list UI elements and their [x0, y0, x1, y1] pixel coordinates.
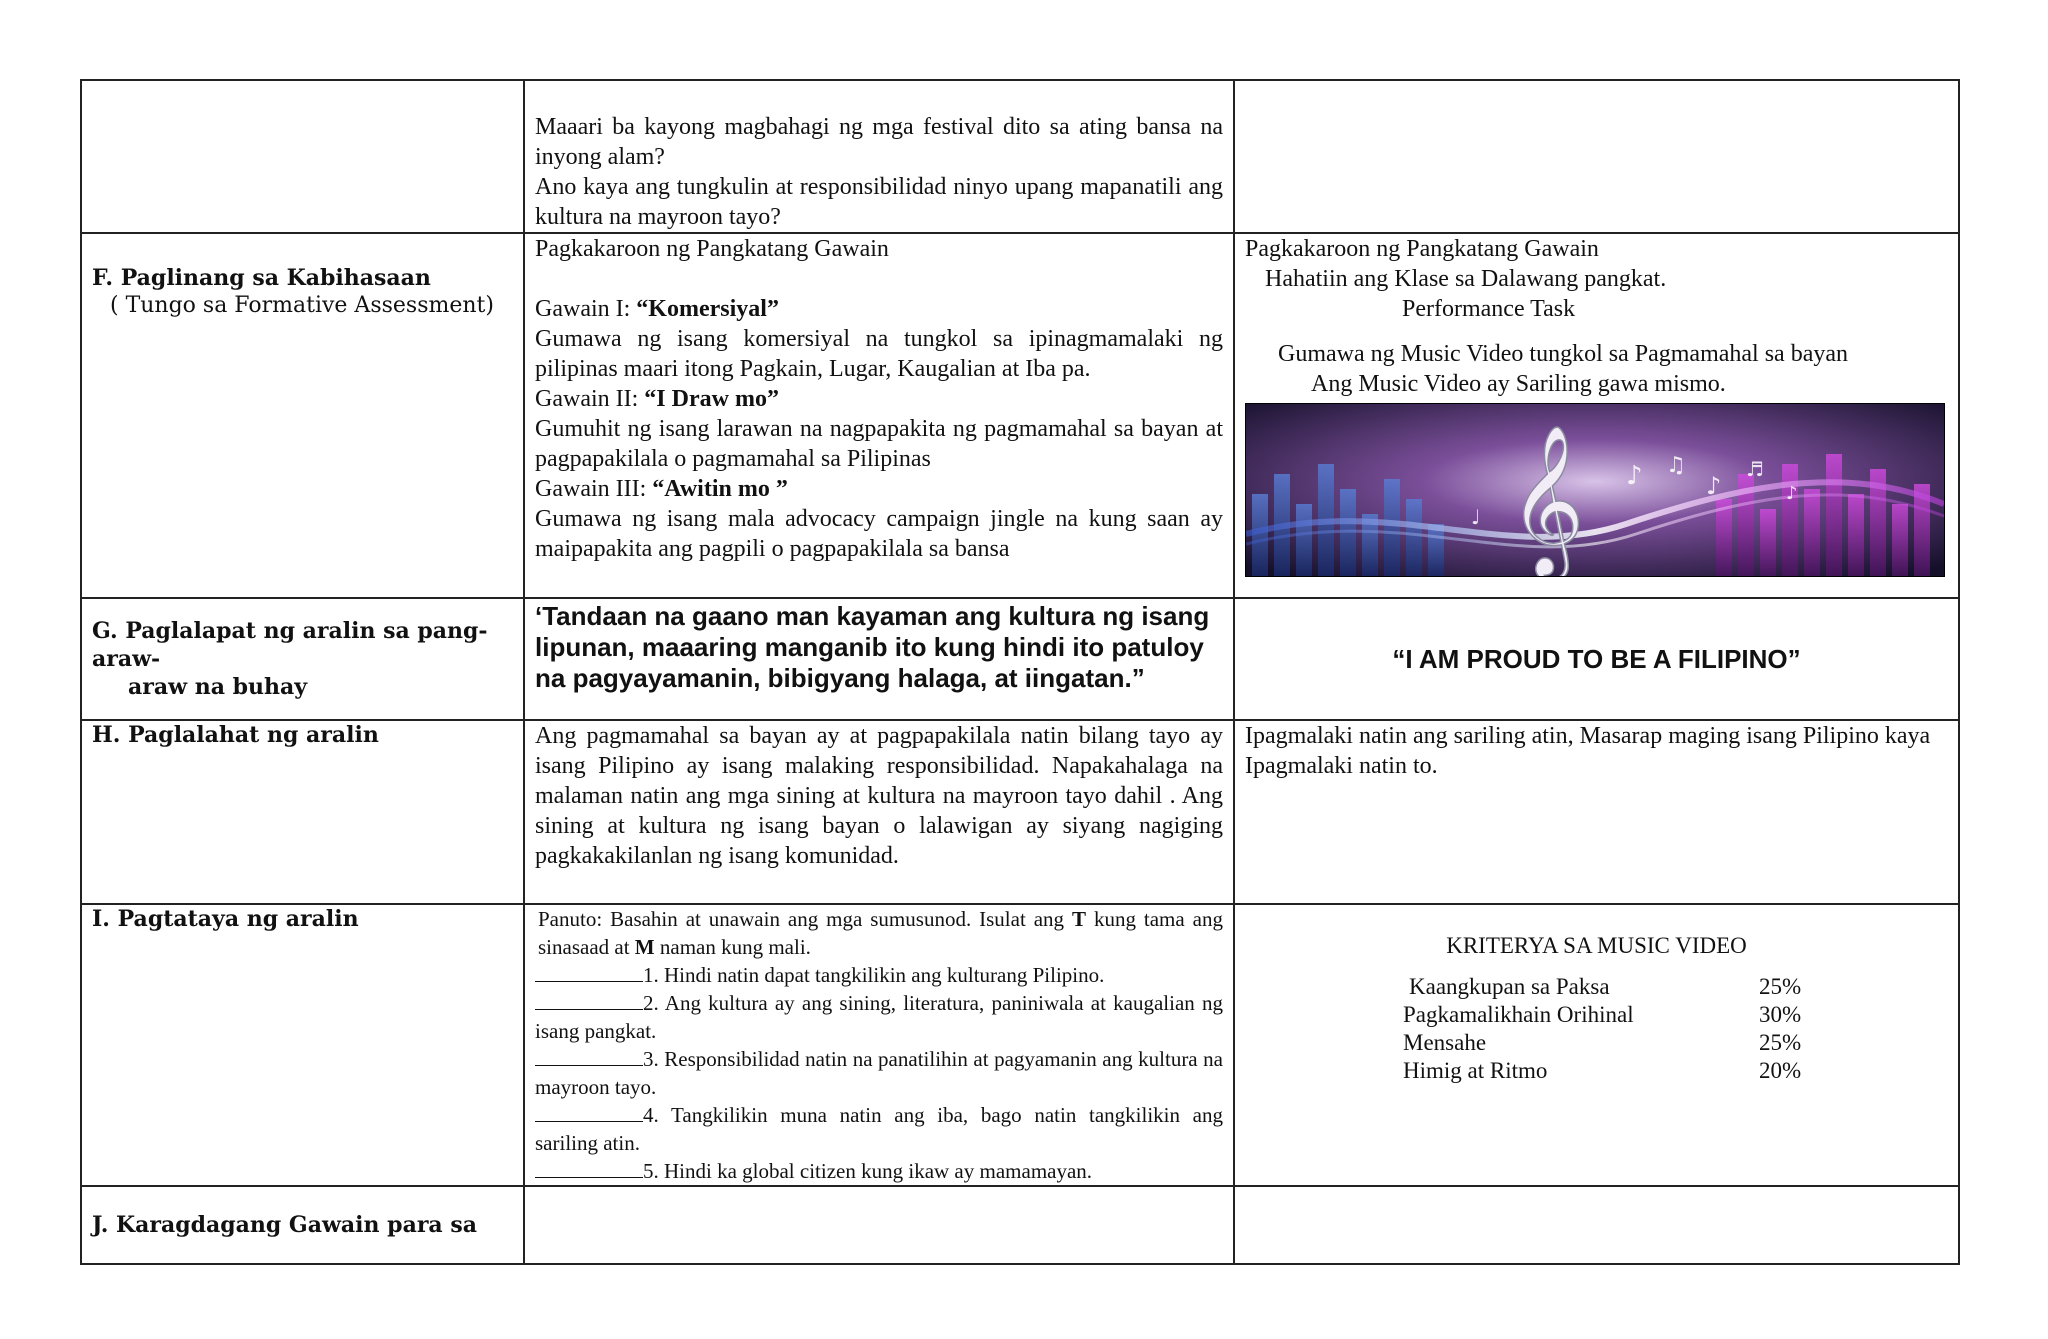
row-g — [81, 598, 1959, 720]
row-i-label: I. Pagtataya ng aralin — [92, 906, 359, 932]
row-j-notes — [1234, 1186, 1959, 1264]
row-g-notes — [1234, 598, 1959, 720]
activity-2-title: Gawain II: “I Draw mo” — [535, 386, 779, 412]
row-f — [81, 233, 1959, 598]
music-video-note: Ang Music Video ay Sariling gawa mismo. — [1311, 371, 1726, 397]
generalization-text: Ang pagmamahal sa bayan ay at pagpapakilala natin bilang tayo ay isang Pilipino ay isang malaking responsibilidad. Napakahalaga na malaman natin ang mga sining at kultura na mayroon tayo dahil . Ang sining at kultura ng isang bayan o lalawigan ay siyang nagiging pagkakakilanlan ng isang komunidad. — [535, 723, 1223, 869]
row-f-label: F. Paglinang sa Kabihasaan — [92, 265, 431, 291]
criteria-title: KRITERYA SA MUSIC VIDEO — [1446, 933, 1747, 958]
svg-text:𝄞: 𝄞 — [1508, 423, 1585, 575]
row-f-sublabel: ( Tungo sa Formative Assessment) — [110, 293, 494, 318]
music-banner-image — [1245, 403, 1945, 577]
quiz-item: 1. Hindi natin dapat tangkilikin ang kulturang Pilipino. — [535, 961, 1223, 989]
performance-task-label: Performance Task — [1402, 296, 1576, 322]
row-j — [81, 1186, 1959, 1264]
row-e-notes — [1234, 80, 1959, 233]
quiz-item: 3. Responsibilidad natin na panatilihin at pagyamanin ang kultura na mayroon tayo. — [535, 1047, 1223, 1099]
row-i-label-cell — [81, 904, 524, 1186]
class-split-text: Hahatiin ang Klase sa Dalawang pangkat. — [1265, 266, 1667, 292]
answer-blank — [535, 1157, 643, 1178]
proud-filipino-text: “I AM PROUD TO BE A FILIPINO” — [1392, 643, 1801, 674]
row-g-label-line2: araw na buhay — [128, 674, 308, 700]
row-h — [81, 720, 1959, 904]
reminder-quote: ‘Tandaan na gaano man kayaman ang kultura ng isang lipunan, maaaring manganib ito kung hindi ito patuloy na pagyayamanin, bibigyang halaga, at iingatan.” — [535, 601, 1210, 693]
activity-3-text: Gumawa ng isang mala advocacy campaign jingle na kung saan ay maipapakita ang pagpili o pagpapakilala sa bansa — [535, 506, 1223, 562]
activity-2-text: Gumuhit ng isang larawan na nagpapakita ng pagmamahal sa bayan at pagpapakilala o pagmamahal sa Pilipinas — [535, 416, 1223, 472]
row-g-label-cell — [81, 598, 524, 720]
row-i — [81, 904, 1959, 1186]
answer-blank — [535, 1101, 643, 1122]
row-f-label-cell — [81, 233, 524, 598]
activity-1-title: Gawain I: “Komersiyal” — [535, 296, 779, 322]
row-e-label — [81, 80, 524, 233]
row-f-content — [524, 233, 1234, 598]
question-1: Maaari ba kayong magbahagi ng mga festival dito sa ating bansa na inyong alam? — [535, 114, 1223, 170]
group-activity-heading: Pagkakaroon ng Pangkatang Gawain — [535, 236, 889, 262]
music-video-task: Gumawa ng Music Video tungkol sa Pagmamahal sa bayan — [1278, 341, 1848, 367]
svg-text:♩: ♩ — [1471, 505, 1481, 529]
row-f-notes — [1234, 233, 1959, 598]
svg-text:♪: ♪ — [1786, 483, 1798, 504]
svg-text:♪: ♪ — [1706, 472, 1722, 500]
row-e — [81, 80, 1959, 233]
question-2: Ano kaya ang tungkulin at responsibilidad ninyo upang mapanatili ang kultura na mayroon tayo? — [535, 174, 1223, 230]
row-g-content — [524, 598, 1234, 720]
answer-blank — [535, 989, 643, 1010]
instructions: Panuto: Basahin at unawain ang mga sumusunod. Isulat ang T kung tama ang sinasaad at M naman kung mali. — [538, 907, 1223, 959]
row-h-label-cell — [81, 720, 524, 904]
criteria-row: Himig at Ritmo 20% — [1403, 1058, 1802, 1083]
lesson-plan-table — [80, 79, 1960, 1265]
quiz-item: 4. Tangkilikin muna natin ang iba, bago natin tangkilikin ang sariling atin. — [535, 1103, 1223, 1155]
row-e-content — [524, 80, 1234, 233]
row-h-content — [524, 720, 1234, 904]
quiz-item: 5. Hindi ka global citizen kung ikaw ay mamamayan. — [535, 1157, 1223, 1185]
row-i-notes — [1234, 904, 1959, 1186]
criteria-row: Kaangkupan sa Paksa 25% — [1409, 974, 1802, 999]
row-i-content — [524, 904, 1234, 1186]
generalization-note: Ipagmalaki natin ang sariling atin, Masarap maging isang Pilipino kaya Ipagmalaki natin to. — [1245, 723, 1931, 779]
svg-text:♫: ♫ — [1666, 453, 1686, 478]
answer-blank — [535, 961, 643, 982]
row-j-label-cell — [81, 1186, 524, 1264]
svg-text:♬: ♬ — [1746, 457, 1764, 481]
activity-1-text: Gumawa ng isang komersiyal na tungkol sa ipinagmamalaki ng pilipinas maari itong Pagkain, Lugar, Kaugalian at Iba pa. — [535, 326, 1223, 382]
row-g-label: G. Paglalapat ng aralin sa pang-araw- — [92, 618, 488, 672]
activity-3-title: Gawain III: “Awitin mo ” — [535, 476, 788, 502]
row-h-label: H. Paglalahat ng aralin — [92, 722, 379, 748]
row-h-notes — [1234, 720, 1959, 904]
criteria-row: Pagkamalikhain Orihinal 30% — [1403, 1002, 1802, 1027]
group-activity-heading-right: Pagkakaroon ng Pangkatang Gawain — [1245, 236, 1599, 262]
row-j-content — [524, 1186, 1234, 1264]
svg-text:♪: ♪ — [1626, 461, 1643, 491]
answer-blank — [535, 1045, 643, 1066]
quiz-item: 2. Ang kultura ay ang sining, literatura, paniniwala at kaugalian ng isang pangkat. — [535, 991, 1223, 1043]
criteria-row: Mensahe 25% — [1403, 1030, 1802, 1055]
row-j-label: J. Karagdagang Gawain para sa — [92, 1212, 477, 1238]
